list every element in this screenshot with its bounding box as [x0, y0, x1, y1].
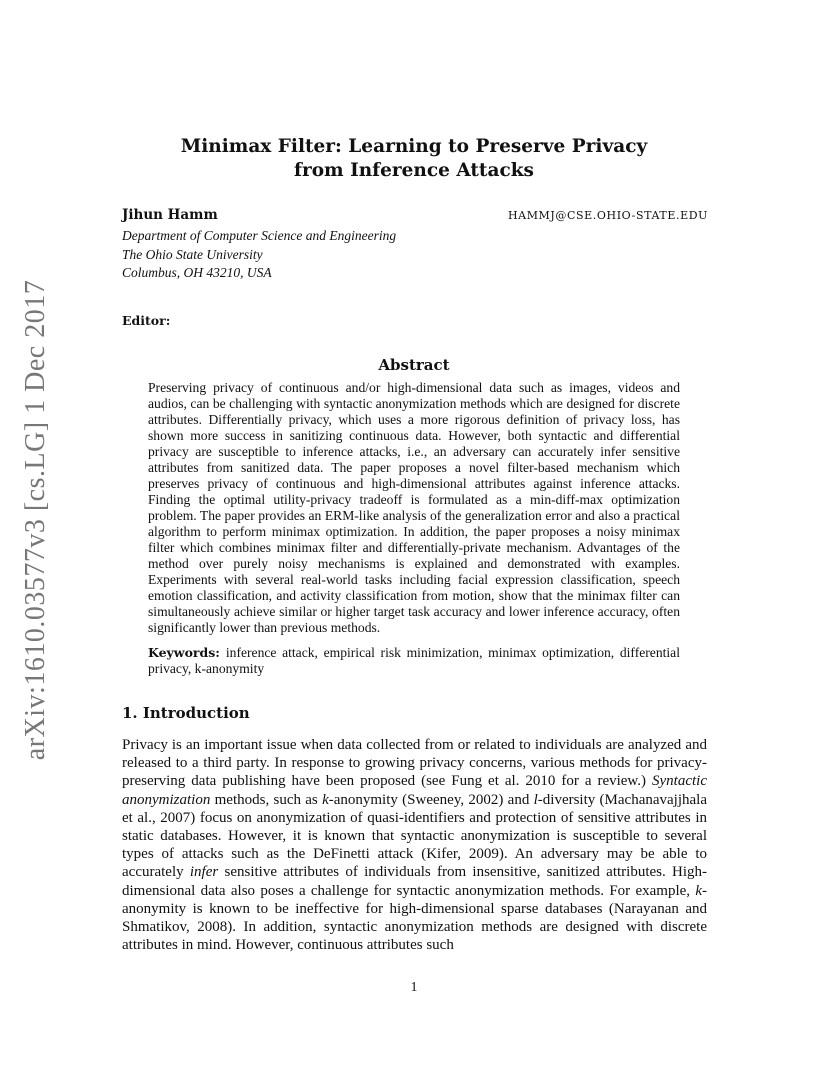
- intro-emphasis-syntactic: Syntactic anonymization: [122, 773, 707, 808]
- intro-emphasis-infer: infer: [189, 864, 219, 881]
- keywords: [148, 645, 680, 677]
- intro-text-3: -anonymity (Sweeney, 2002) and: [328, 791, 534, 808]
- arxiv-identifier: arXiv:1610.03577v3 [cs.LG] 1 Dec 2017: [20, 279, 51, 761]
- keywords-text: inference attack, empirical risk minimization, minimax optimization, differential privacy, k-anonymity: [148, 645, 680, 676]
- abstract-heading: Abstract: [378, 356, 450, 374]
- page-number: 1: [410, 980, 418, 995]
- intro-text-5: sensitive attributes of individuals from insensitive, sanitized attributes. High-dimensional data also poses a challenge for syntactic anonymization methods. For example,: [122, 864, 707, 899]
- section-heading-introduction: 1. Introduction: [122, 704, 250, 722]
- author-affiliation: [122, 227, 396, 283]
- paper-title: [100, 135, 728, 183]
- title-line-1: Minimax Filter: Learning to Preserve Privacy: [180, 136, 648, 157]
- intro-text-6: -anonymity is known to be ineffective for high-dimensional sparse databases (Narayanan and Shmatikov, 2008). In addition, syntactic anonymization methods are designed with discrete attributes in mind. However, continuous attributes such: [122, 882, 707, 954]
- affiliation-university: The Ohio State University: [122, 246, 263, 262]
- intro-math-k: k: [322, 791, 329, 808]
- keywords-label: Keywords:: [148, 645, 220, 660]
- intro-text-2: methods, such as: [210, 791, 323, 808]
- title-line-2: from Inference Attacks: [294, 160, 534, 181]
- intro-math-k-2: k: [695, 882, 702, 899]
- abstract-text: Preserving privacy of continuous and/or high-dimensional data such as images, videos and audios, can be challenging with syntactic anonymization methods which are designed for discrete attributes. Differentially privacy, which uses a more rigorous definition of privacy loss, has shown more success in sanitizing continuous data. However, both syntactic and differential privacy are susceptible to inference attacks, i.e., an adversary can accurately infer sensitive attributes from sanitized data. The paper proposes a novel filter-based mechanism which preserves privacy of continuous and high-dimensional attributes against inference attacks. Finding the optimal utility-privacy tradeoff is formulated as a min-diff-max optimization problem. The paper provides an ERM-like analysis of the generalization error and also a practical algorithm to perform minimax optimization. In addition, the paper proposes a noisy minimax filter which combines minimax filter and differentially-private mechanism. Advantages of the method over purely noisy mechanisms is explained and demonstrated with examples. Experiments with several real-world tasks including facial expression classification, speech emotion classification, and activity classification from motion, show that the minimax filter can simultaneously achieve similar or higher target task accuracy and lower inference accuracy, often significantly lower than previous methods.: [148, 380, 680, 635]
- introduction-paragraph: [122, 736, 707, 954]
- author-name: Jihun Hamm: [122, 207, 218, 223]
- intro-text-1: Privacy is an important issue when data collected from or related to individuals are analyzed and released to a third party. In response to growing privacy concerns, various methods for privacy-preserving data publishing have been proposed (see Fung et al. 2010 for a review.): [122, 737, 707, 790]
- editor-label: Editor:: [122, 313, 171, 328]
- author-email: HAMMJ@CSE.OHIO-STATE.EDU: [507, 209, 708, 222]
- affiliation-department: Department of Computer Science and Engineering: [122, 228, 397, 243]
- intro-text-4: -diversity (Machanavajjhala et al., 2007) focus on anonymization of quasi-identifiers and protection of sensitive attributes in static databases. However, it is known that syntactic anonymization is susceptible to several types of attacks such as the DeFinetti attack (Kifer, 2009). An adversary may be able to accurately: [122, 791, 707, 881]
- affiliation-address: Columbus, OH 43210, USA: [122, 265, 272, 280]
- intro-math-l: l: [533, 791, 538, 808]
